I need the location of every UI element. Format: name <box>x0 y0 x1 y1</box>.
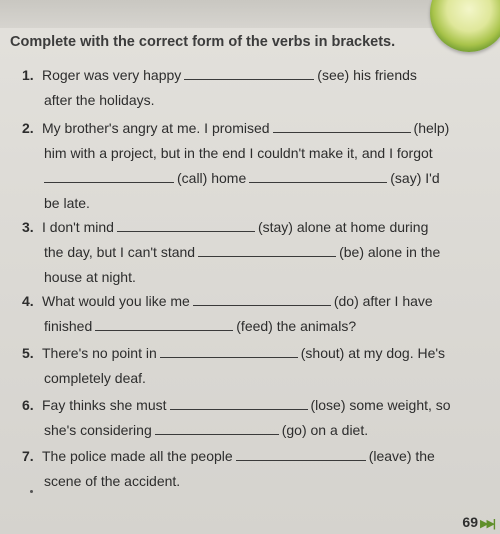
answer-blank[interactable] <box>249 168 387 183</box>
page-number-text: 69 <box>462 514 478 530</box>
answer-blank[interactable] <box>193 291 331 306</box>
top-band <box>0 0 500 28</box>
item-text: house at night. <box>44 269 136 285</box>
answer-blank[interactable] <box>95 316 233 331</box>
item-text: she's considering <box>44 422 152 438</box>
item-text: him with a project, but in the end I couldn't make it, and I forgot <box>44 145 433 161</box>
item-text: (see) his friends <box>317 67 417 83</box>
lime-slice-icon <box>430 0 500 52</box>
item-number: 5. <box>22 345 34 361</box>
exercise-item-2 <box>22 117 482 217</box>
exercise-item-3 <box>22 216 482 291</box>
item-text: The police made all the people <box>42 448 233 464</box>
item-text: There's no point in <box>42 345 157 361</box>
item-number: 6. <box>22 397 34 413</box>
next-arrows-icon: ▶▶| <box>480 518 494 530</box>
item-number: 7. <box>22 448 34 464</box>
item-text: after the holidays. <box>44 92 155 108</box>
item-text: What would you like me <box>42 293 190 309</box>
item-text: Fay thinks she must <box>42 397 167 413</box>
exercise-item-1 <box>22 64 482 114</box>
answer-blank[interactable] <box>184 65 314 80</box>
item-text: (go) on a diet. <box>281 422 369 438</box>
item-number: 1. <box>22 67 34 83</box>
exercise-item-4 <box>22 290 482 340</box>
exercise-item-7 <box>22 445 482 495</box>
exercise-heading: Complete with the correct form of the verbs in brackets. <box>10 34 396 50</box>
item-text: (shout) at my dog. He's <box>300 345 446 361</box>
answer-blank[interactable] <box>44 168 174 183</box>
answer-blank[interactable] <box>273 118 411 133</box>
item-text: (be) alone in the <box>339 244 441 260</box>
exercise-item-6 <box>22 394 482 444</box>
item-text: (lose) some weight, so <box>310 397 451 413</box>
item-text: (do) after I have <box>333 293 433 309</box>
answer-blank[interactable] <box>198 242 336 257</box>
item-text: (call) home <box>177 170 247 186</box>
item-text: (feed) the animals? <box>236 318 357 334</box>
item-number: 2. <box>22 120 34 136</box>
item-text: (say) I'd <box>390 170 440 186</box>
answer-blank[interactable] <box>236 446 366 461</box>
answer-blank[interactable] <box>170 395 308 410</box>
item-text: finished <box>44 318 93 334</box>
item-text: (stay) alone at home during <box>257 219 429 235</box>
item-text: scene of the accident. <box>44 473 181 489</box>
exercise-item-5 <box>22 342 482 392</box>
item-text: the day, but I can't stand <box>44 244 196 260</box>
item-text: completely deaf. <box>44 370 146 386</box>
answer-blank[interactable] <box>160 343 298 358</box>
item-text: My brother's angry at me. I promised <box>42 120 270 136</box>
item-text: (help) <box>413 120 450 136</box>
answer-blank[interactable] <box>155 420 279 435</box>
answer-blank[interactable] <box>117 217 255 232</box>
item-text: (leave) the <box>368 448 435 464</box>
item-text: be late. <box>44 195 90 211</box>
item-text: Roger was very happy <box>42 67 182 83</box>
page-number <box>462 514 494 530</box>
item-number: 3. <box>22 219 34 235</box>
bullet-dot <box>30 490 33 493</box>
item-number: 4. <box>22 293 34 309</box>
item-text: I don't mind <box>42 219 114 235</box>
